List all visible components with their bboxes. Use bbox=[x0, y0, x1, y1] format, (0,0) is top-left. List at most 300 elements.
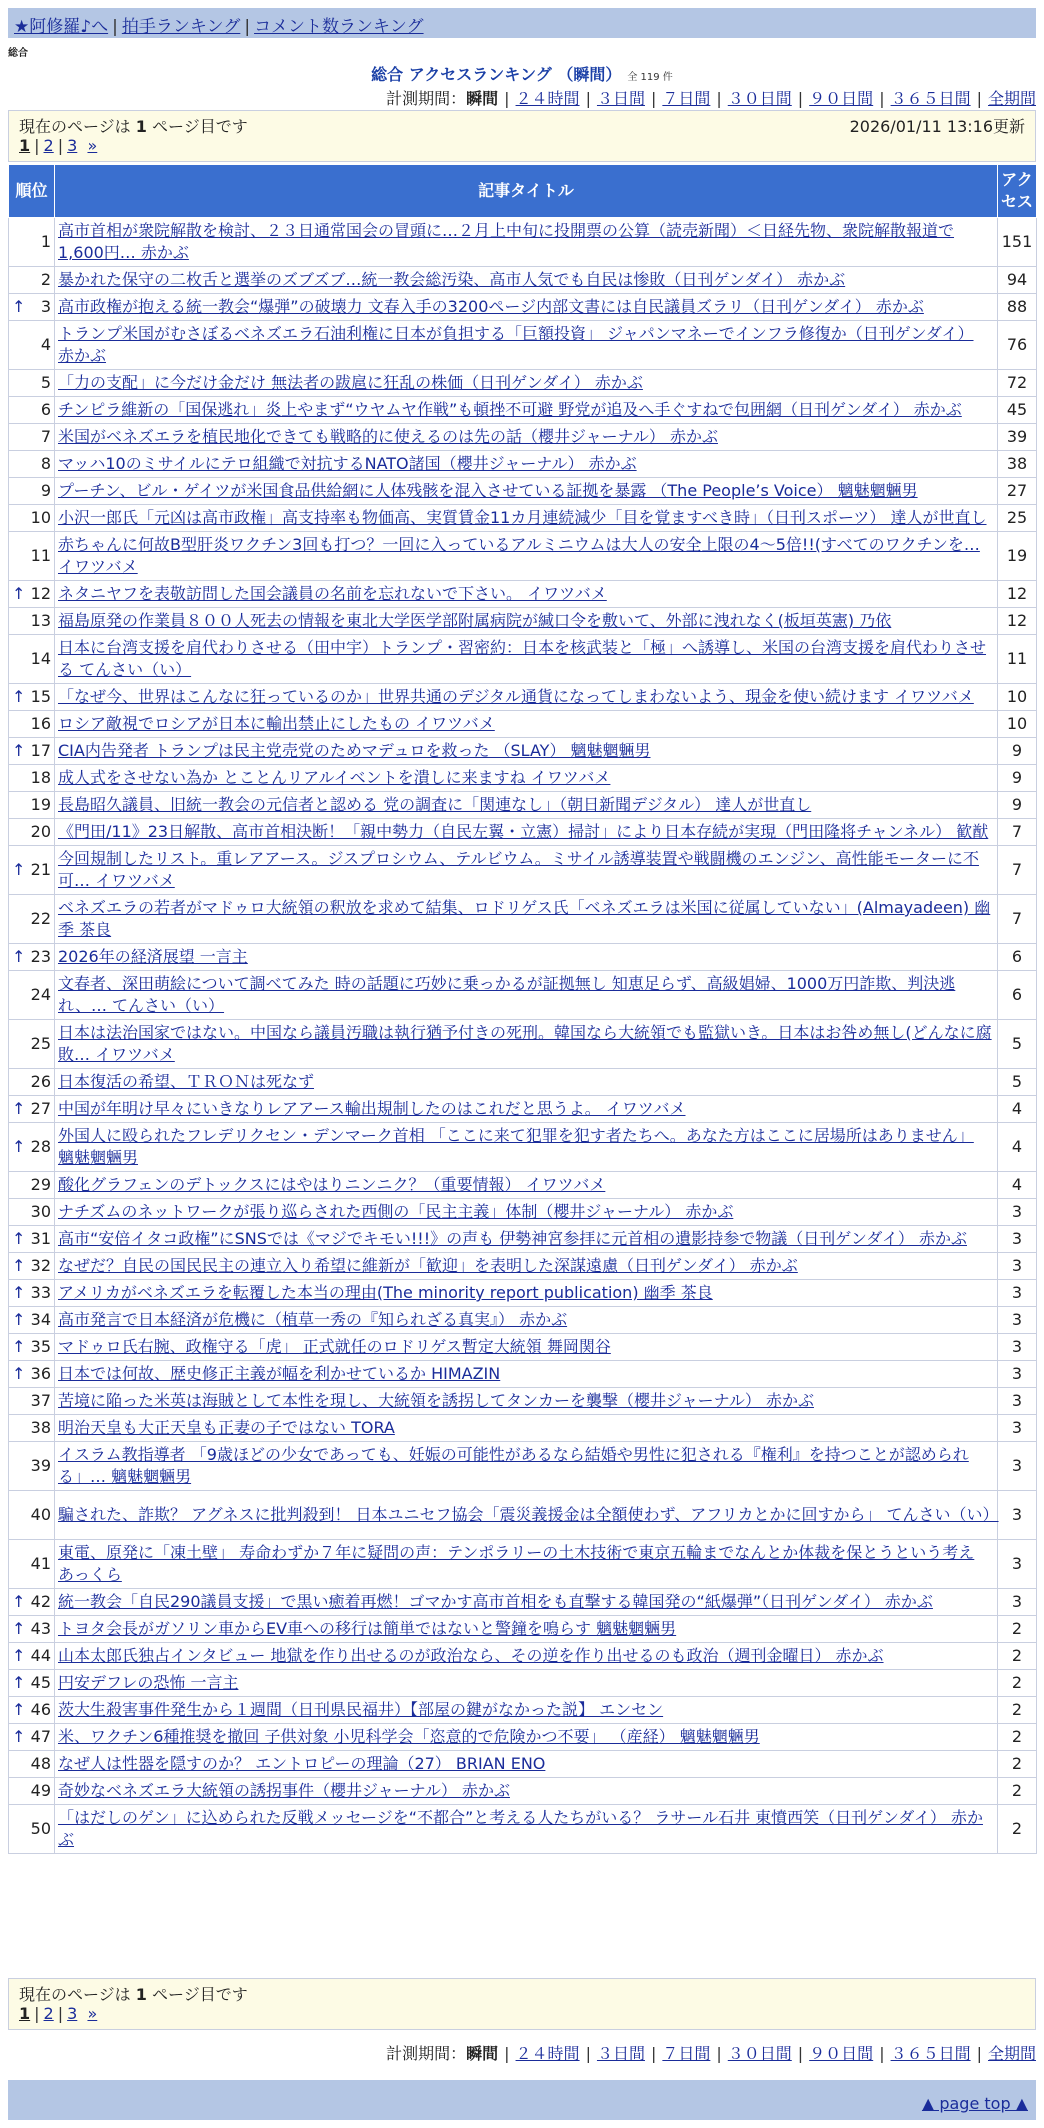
title-cell bbox=[55, 684, 998, 711]
period-selector-bottom bbox=[386, 2041, 1036, 2064]
article-link[interactable]: なぜだ？自民の国民民主の連立入り希望に維新が「歓迎」を表明した深謀遠慮（日刊ゲンダイ） 赤かぶ bbox=[58, 1256, 798, 1275]
access-count: 3 bbox=[998, 1226, 1037, 1253]
article-link[interactable]: マッハ10のミサイルにテロ組織で対抗するNATO諸国（櫻井ジャーナル） 赤かぶ bbox=[58, 454, 637, 473]
period-selector-top bbox=[386, 86, 1036, 109]
table-row bbox=[9, 608, 1037, 635]
title-cell bbox=[55, 532, 998, 581]
rank-number: 20 bbox=[30, 822, 51, 841]
table-row bbox=[9, 1616, 1037, 1643]
period-link[interactable]: ２４時間 bbox=[515, 89, 580, 108]
table-row bbox=[9, 1778, 1037, 1805]
period-separator: | bbox=[879, 89, 885, 108]
rank-number: 5 bbox=[40, 373, 51, 392]
rank-up-arrow-icon: ↑ bbox=[12, 1283, 26, 1302]
rank-cell bbox=[9, 532, 55, 581]
title-cell bbox=[55, 1670, 998, 1697]
rank-up-arrow-icon: ↑ bbox=[12, 1646, 26, 1665]
access-count: 45 bbox=[998, 397, 1037, 424]
rank-number: 42 bbox=[30, 1592, 51, 1611]
rank-cell bbox=[9, 846, 55, 895]
rank-number: 12 bbox=[30, 584, 51, 603]
rank-number: 8 bbox=[40, 454, 51, 473]
period-separator: | bbox=[716, 2044, 722, 2063]
title-cell bbox=[55, 218, 998, 267]
article-link[interactable]: 日本に台湾支援を肩代わりさせる（田中宇）トランプ・習密約：日本を核武装と「極」へ誘導し、米国の台湾支援を肩代わりさせる てんさい（い） bbox=[58, 638, 987, 679]
period-separator: | bbox=[716, 89, 722, 108]
rank-cell bbox=[9, 505, 55, 532]
rank-up-arrow-icon: ↑ bbox=[12, 741, 26, 760]
title-cell bbox=[55, 424, 998, 451]
header-access: アクセス bbox=[998, 165, 1037, 218]
period-link[interactable]: ７日間 bbox=[662, 2044, 711, 2063]
page-title: 総合 アクセスランキング （瞬間） bbox=[371, 65, 622, 84]
rank-up-arrow-icon: ↑ bbox=[12, 1727, 26, 1746]
access-count: 9 bbox=[998, 792, 1037, 819]
article-link[interactable]: 高市首相が衆院解散を検討、２３日通常国会の冒頭に…２月上中旬に投開票の公算（読売新聞）＜日経先物、衆院解散報道で1,600円… 赤かぶ bbox=[58, 221, 955, 262]
article-link[interactable]: 明治天皇も大正天皇も正妻の子ではない TORA bbox=[58, 1418, 395, 1437]
rank-number: 44 bbox=[30, 1646, 51, 1665]
rank-number: 22 bbox=[30, 909, 51, 928]
table-row bbox=[9, 684, 1037, 711]
access-count: 6 bbox=[998, 971, 1037, 1020]
rank-cell bbox=[9, 1307, 55, 1334]
period-separator: | bbox=[585, 2044, 591, 2063]
access-count: 11 bbox=[998, 635, 1037, 684]
period-link[interactable]: ７日間 bbox=[662, 89, 711, 108]
ranking-table bbox=[8, 164, 1037, 1854]
title-cell bbox=[55, 819, 998, 846]
title-cell bbox=[55, 581, 998, 608]
table-row bbox=[9, 451, 1037, 478]
title-cell bbox=[55, 1589, 998, 1616]
rank-cell bbox=[9, 321, 55, 370]
title-cell bbox=[55, 1123, 998, 1172]
rank-number: 30 bbox=[30, 1202, 51, 1221]
rank-cell bbox=[9, 711, 55, 738]
article-link[interactable]: ナチズムのネットワークが張り巡らされた西側の「民主主義」体制（櫻井ジャーナル） 赤かぶ bbox=[58, 1202, 734, 1221]
table-row bbox=[9, 765, 1037, 792]
period-link[interactable]: ２４時間 bbox=[515, 2044, 580, 2063]
table-row bbox=[9, 321, 1037, 370]
rank-up-arrow-icon: ↑ bbox=[12, 860, 26, 879]
table-row bbox=[9, 397, 1037, 424]
rank-up-arrow-icon: ↑ bbox=[12, 297, 26, 316]
article-link[interactable]: 米国がベネズエラを植民地化できても戦略的に使えるのは先の話（櫻井ジャーナル） 赤かぶ bbox=[58, 427, 718, 446]
rank-number: 3 bbox=[40, 297, 51, 316]
comment-ranking-link[interactable]: コメント数ランキング bbox=[254, 17, 424, 37]
title-cell bbox=[55, 321, 998, 370]
pagination-top bbox=[19, 136, 1025, 155]
table-row bbox=[9, 370, 1037, 397]
article-link[interactable]: 福島原発の作業員８００人死去の情報を東北大学医学部附属病院が緘口令を敷いて、外部に洩れなく(板垣英憲) 乃依 bbox=[58, 611, 892, 630]
title-cell bbox=[55, 1778, 998, 1805]
access-count: 3 bbox=[998, 1334, 1037, 1361]
period-separator: | bbox=[504, 89, 510, 108]
title-cell bbox=[55, 1280, 998, 1307]
period-link[interactable]: ３日間 bbox=[596, 89, 645, 108]
article-link[interactable]: ロシア敵視でロシアが日本に輸出禁止にしたもの イワツバメ bbox=[58, 714, 495, 733]
table-row bbox=[9, 1491, 1037, 1540]
access-count: 3 bbox=[998, 1589, 1037, 1616]
article-link[interactable]: 酸化グラフェンのデトックスにはやはりニンニク？（重要情報） イワツバメ bbox=[58, 1175, 606, 1194]
article-link[interactable]: プーチン、ビル・ゲイツが米国食品供給網に人体残骸を混入させている証拠を暴露 （The People’s Voice） 魑魅魍魎男 bbox=[58, 481, 918, 500]
title-cell bbox=[55, 1096, 998, 1123]
table-row bbox=[9, 1069, 1037, 1096]
article-link[interactable]: ネタニヤフを表敬訪問した国会議員の名前を忘れないで下さい。 イワツバメ bbox=[58, 584, 607, 603]
rank-number: 36 bbox=[30, 1364, 51, 1383]
total-count: 全 119 件 bbox=[627, 72, 673, 83]
pager-current-page: 1 bbox=[19, 2004, 31, 2023]
pager-next-link[interactable]: » bbox=[87, 2004, 98, 2023]
article-link[interactable]: 茨大生殺害事件発生から１週間（日刊県民福井）【部屋の鍵がなかった説】 エンセン bbox=[58, 1700, 664, 1719]
period-label: 計測期間： bbox=[386, 89, 467, 108]
period-link[interactable]: ３０日間 bbox=[727, 2044, 792, 2063]
access-count: 3 bbox=[998, 1415, 1037, 1442]
access-count: 19 bbox=[998, 532, 1037, 581]
title-cell bbox=[55, 1307, 998, 1334]
rank-number: 26 bbox=[30, 1072, 51, 1091]
table-row bbox=[9, 1123, 1037, 1172]
period-link[interactable]: ９０日間 bbox=[809, 2044, 874, 2063]
table-row bbox=[9, 532, 1037, 581]
article-link[interactable]: チンピラ維新の「国保逃れ」炎上やまず“ウヤムヤ作戦”も頓挫不可避 野党が追及へ手ぐすねで包囲網（日刊ゲンダイ） 赤かぶ bbox=[58, 400, 962, 419]
access-count: 2 bbox=[998, 1616, 1037, 1643]
rank-up-arrow-icon: ↑ bbox=[12, 1229, 26, 1248]
rank-number: 4 bbox=[40, 335, 51, 354]
pager-separator: | bbox=[57, 2004, 64, 2023]
rank-up-arrow-icon: ↑ bbox=[12, 1256, 26, 1275]
period-separator: | bbox=[797, 89, 804, 108]
access-count: 25 bbox=[998, 505, 1037, 532]
rank-number: 19 bbox=[30, 795, 51, 814]
rank-cell bbox=[9, 267, 55, 294]
access-count: 2 bbox=[998, 1805, 1037, 1854]
rank-up-arrow-icon: ↑ bbox=[12, 687, 26, 706]
rank-number: 28 bbox=[30, 1137, 51, 1156]
article-link[interactable]: 日本では何故、歴史修正主義が幅を利かせているか HIMAZIN bbox=[58, 1364, 501, 1383]
table-row bbox=[9, 635, 1037, 684]
rank-number: 9 bbox=[40, 481, 51, 500]
home-link[interactable]: ★阿修羅♪へ bbox=[14, 17, 109, 37]
table-row bbox=[9, 1334, 1037, 1361]
article-link[interactable]: 長島昭久議員、旧統一教会の元信者と認める 党の調査に「関連なし」（朝日新聞デジタル） 達人が世直し bbox=[58, 795, 812, 814]
article-link[interactable]: トランプ米国がむさぼるベネズエラ石油利権に日本が負担する「巨額投資」 ジャパンマネーでインフラ修復か（日刊ゲンダイ） 赤かぶ bbox=[58, 324, 974, 365]
table-row bbox=[9, 711, 1037, 738]
table-row bbox=[9, 478, 1037, 505]
title-cell bbox=[55, 478, 998, 505]
rank-up-arrow-icon: ↑ bbox=[12, 1099, 26, 1118]
rank-number: 49 bbox=[30, 1781, 51, 1800]
header-rank: 順位 bbox=[9, 165, 55, 218]
rank-number: 17 bbox=[30, 741, 51, 760]
access-count: 3 bbox=[998, 1361, 1037, 1388]
period-label: 計測期間： bbox=[386, 2044, 467, 2063]
rank-cell bbox=[9, 1697, 55, 1724]
period-separator: | bbox=[976, 2044, 982, 2063]
title-cell bbox=[55, 792, 998, 819]
access-count: 94 bbox=[998, 267, 1037, 294]
title-cell bbox=[55, 738, 998, 765]
applause-ranking-link[interactable]: 拍手ランキング bbox=[121, 17, 241, 37]
rank-number: 18 bbox=[30, 768, 51, 787]
article-link[interactable]: 「はだしのゲン」に込められた反戦メッセージを“不都合”と考える人たちがいる？ ラサール石井 東憤西笑（日刊ゲンダイ） 赤かぶ bbox=[58, 1808, 983, 1849]
table-row bbox=[9, 895, 1037, 944]
rank-number: 38 bbox=[30, 1418, 51, 1437]
rank-cell bbox=[9, 478, 55, 505]
title-cell bbox=[55, 1253, 998, 1280]
access-count: 27 bbox=[998, 478, 1037, 505]
access-count: 9 bbox=[998, 765, 1037, 792]
title-cell bbox=[55, 451, 998, 478]
rank-number: 43 bbox=[30, 1619, 51, 1638]
article-link[interactable]: 今回規制したリスト。重レアアース。ジスプロシウム、テルビウム。ミサイル誘導装置や戦闘機のエンジン、高性能モーターに不可… イワツバメ bbox=[58, 849, 979, 890]
rank-number: 50 bbox=[30, 1819, 51, 1838]
table-row bbox=[9, 1253, 1037, 1280]
period-current: 瞬間 bbox=[466, 2044, 499, 2063]
pager-page-link[interactable]: 2 bbox=[43, 136, 54, 155]
period-link[interactable]: 全期間 bbox=[987, 89, 1036, 108]
access-count: 2 bbox=[998, 1778, 1037, 1805]
table-row bbox=[9, 1540, 1037, 1589]
access-count: 3 bbox=[998, 1280, 1037, 1307]
article-link[interactable]: イスラム教指導者 「9歳ほどの少女であっても、妊娠の可能性があるなら結婚や男性に犯される『権利』を持つことが認められる」… 魑魅魍魎男 bbox=[58, 1445, 969, 1486]
article-link[interactable]: 奇妙なベネズエラ大統領の誘拐事件（櫻井ジャーナル） 赤かぶ bbox=[58, 1781, 510, 1800]
article-link[interactable]: 2026年の経済展望 一言主 bbox=[58, 947, 248, 966]
rank-up-arrow-icon: ↑ bbox=[12, 1364, 26, 1383]
table-row bbox=[9, 581, 1037, 608]
rank-number: 37 bbox=[30, 1391, 51, 1410]
period-current: 瞬間 bbox=[466, 89, 499, 108]
table-row bbox=[9, 1361, 1037, 1388]
footer-bar bbox=[8, 2080, 1036, 2120]
period-link[interactable]: ９０日間 bbox=[809, 89, 874, 108]
rank-number: 23 bbox=[30, 947, 51, 966]
period-separator: | bbox=[585, 89, 591, 108]
period-separator: | bbox=[976, 89, 982, 108]
title-cell bbox=[55, 944, 998, 971]
rank-up-arrow-icon: ↑ bbox=[12, 1337, 26, 1356]
rank-number: 27 bbox=[30, 1099, 51, 1118]
article-link[interactable]: トヨタ会長がガソリン車からEV車への移行は簡単ではないと警鐘を鳴らす 魑魅魍魎男 bbox=[58, 1619, 677, 1638]
rank-cell bbox=[9, 581, 55, 608]
pager-current-page: 1 bbox=[19, 136, 31, 155]
rank-number: 11 bbox=[30, 546, 51, 565]
pager-page-link[interactable]: 3 bbox=[67, 136, 78, 155]
title-cell bbox=[55, 1415, 998, 1442]
access-count: 2 bbox=[998, 1670, 1037, 1697]
period-link[interactable]: ３６５日間 bbox=[890, 2044, 971, 2063]
rank-cell bbox=[9, 451, 55, 478]
access-count: 3 bbox=[998, 1199, 1037, 1226]
title-cell bbox=[55, 1361, 998, 1388]
rank-number: 45 bbox=[30, 1673, 51, 1692]
rank-cell bbox=[9, 819, 55, 846]
table-row bbox=[9, 1670, 1037, 1697]
article-link[interactable]: アメリカがベネズエラを転覆した本当の理由(The minority report publication) 幽季 茶良 bbox=[58, 1283, 713, 1302]
title-cell bbox=[55, 1226, 998, 1253]
table-row bbox=[9, 1697, 1037, 1724]
access-count: 2 bbox=[998, 1724, 1037, 1751]
access-count: 3 bbox=[998, 1491, 1037, 1540]
pager-page-link[interactable]: 3 bbox=[67, 2004, 78, 2023]
rank-cell bbox=[9, 1540, 55, 1589]
article-link[interactable]: 中国が年明け早々にいきなりレアアース輸出規制したのはこれだと思うよ。 イワツバメ bbox=[58, 1099, 686, 1118]
table-row bbox=[9, 1307, 1037, 1334]
table-row bbox=[9, 819, 1037, 846]
page-top-link[interactable]: ▲ page top ▲ bbox=[921, 2094, 1028, 2113]
rank-number: 41 bbox=[30, 1554, 51, 1573]
access-count: 7 bbox=[998, 895, 1037, 944]
article-link[interactable]: 円安デフレの恐怖 一言主 bbox=[58, 1673, 239, 1692]
table-row bbox=[9, 1388, 1037, 1415]
table-row bbox=[9, 1020, 1037, 1069]
article-link[interactable]: 東電、原発に「凍土壁」 寿命わずか７年に疑問の声：テンポラリーの土木技術で東京五輪までなんとか体裁を保とうという考え あっくら bbox=[58, 1543, 975, 1584]
pager-next-link[interactable]: » bbox=[87, 136, 98, 155]
article-link[interactable]: 《門田/11》23日解散、高市首相決断！「親中勢力（自民左翼・立憲）掃討」により日本存続が実現（門田隆将チャンネル） 歓猷 bbox=[58, 822, 989, 841]
access-count: 3 bbox=[998, 1442, 1037, 1491]
article-link[interactable]: 小沢一郎氏「元凶は高市政権」高支持率も物価高、実質賃金11カ月連続減少「目を覚ますべき時」（日刊スポーツ） 達人が世直し bbox=[58, 508, 987, 527]
article-link[interactable]: 日本復活の希望、ＴＲＯＮは死なず bbox=[58, 1072, 315, 1091]
article-link[interactable]: 米、ワクチン6種推奨を撤回 子供対象 小児科学会「恣意的で危険かつ不要」 （産経） 魑魅魍魎男 bbox=[58, 1727, 760, 1746]
rank-number: 16 bbox=[30, 714, 51, 733]
rank-cell bbox=[9, 765, 55, 792]
article-link[interactable]: 高市政権が抱える統一教会“爆弾”の破壊力 文春入手の3200ページ内部文書には自民議員ズラリ（日刊ゲンダイ） 赤かぶ bbox=[58, 297, 924, 316]
title-cell bbox=[55, 971, 998, 1020]
table-row bbox=[9, 1199, 1037, 1226]
rank-number: 2 bbox=[40, 270, 51, 289]
article-link[interactable]: 日本は法治国家ではない。中国なら議員汚職は執行猶予付きの死刑。韓国なら大統領でも監獄いき。日本はお咎め無し(どんなに腐敗… イワツバメ bbox=[58, 1023, 992, 1064]
rank-cell bbox=[9, 1020, 55, 1069]
article-link[interactable]: 苦境に陥った米英は海賊として本性を現し、大統領を誘拐してタンカーを襲撃（櫻井ジャーナル） 赤かぶ bbox=[58, 1391, 814, 1410]
rank-number: 6 bbox=[40, 400, 51, 419]
article-link[interactable]: 統一教会「自民290議員支援」で黒い癒着再燃！ゴマかす高市首相をも直撃する韓国発の“紙爆弾”（日刊ゲンダイ） 赤かぶ bbox=[58, 1592, 933, 1611]
pager-separator: | bbox=[34, 2004, 40, 2023]
article-link[interactable]: 成人式をさせない為か とことんリアルイベントを潰しに来ますね イワツバメ bbox=[58, 768, 611, 787]
title-cell bbox=[55, 370, 998, 397]
title-cell bbox=[55, 397, 998, 424]
rank-cell bbox=[9, 1670, 55, 1697]
article-link[interactable]: 高市“安倍イタコ政権”にSNSでは《マジでキモい!!!》の声も 伊勢神宮参拝に元首相の遺影持参で物議（日刊ゲンダイ） 赤かぶ bbox=[58, 1229, 967, 1248]
rank-cell bbox=[9, 944, 55, 971]
access-count: 5 bbox=[998, 1069, 1037, 1096]
title-cell bbox=[55, 895, 998, 944]
period-separator: | bbox=[650, 89, 657, 108]
article-link[interactable]: 文春者、深田萌絵について調べてみた 時の話題に巧妙に乗っかるが証拠無し 知恵足らず、高級娼婦、1000万円詐欺、判決逃れ、… てんさい（い） bbox=[58, 974, 956, 1015]
rank-number: 34 bbox=[30, 1310, 51, 1329]
rank-cell bbox=[9, 1616, 55, 1643]
article-link[interactable]: 赤ちゃんに何故B型肝炎ワクチン3回も打つ？一回に入っているアルミニウムは大人の安全上限の4〜5倍!!(すべてのワクチンを… イワツバメ bbox=[58, 535, 980, 576]
rank-cell bbox=[9, 294, 55, 321]
access-count: 76 bbox=[998, 321, 1037, 370]
table-row bbox=[9, 1096, 1037, 1123]
title-cell bbox=[55, 1540, 998, 1589]
article-link[interactable]: 高市発言で日本経済が危機に（植草一秀の『知られざる真実』） 赤かぶ bbox=[58, 1310, 568, 1329]
period-link[interactable]: 全期間 bbox=[987, 2044, 1036, 2063]
table-row bbox=[9, 971, 1037, 1020]
access-count: 38 bbox=[998, 451, 1037, 478]
rank-up-arrow-icon: ↑ bbox=[12, 1592, 26, 1611]
rank-cell bbox=[9, 1069, 55, 1096]
rank-cell bbox=[9, 738, 55, 765]
article-link[interactable]: 「なぜ今、世界はこんなに狂っているのか」世界共通のデジタル通貨になってしまわないよう、現金を使い続けます イワツバメ bbox=[58, 687, 974, 706]
rank-up-arrow-icon: ↑ bbox=[12, 1137, 26, 1156]
title-cell bbox=[55, 1172, 998, 1199]
pager-page-link[interactable]: 2 bbox=[43, 2004, 54, 2023]
updated-timestamp: 2026/01/11 13:16更新 bbox=[849, 117, 1025, 136]
access-count: 2 bbox=[998, 1751, 1037, 1778]
access-count: 6 bbox=[998, 944, 1037, 971]
period-link[interactable]: ３６５日間 bbox=[890, 89, 971, 108]
article-link[interactable]: ベネズエラの若者がマドゥロ大統領の釈放を求めて結集、ロドリゲス氏「ベネズエラは米国に従属していない」(Almayadeen) 幽季 茶良 bbox=[58, 898, 991, 939]
rank-number: 14 bbox=[30, 649, 51, 668]
article-link[interactable]: 「力の支配」に今だけ金だけ 無法者の跋扈に狂乱の株価（日刊ゲンダイ） 赤かぶ bbox=[58, 373, 643, 392]
article-link[interactable]: 騙された、詐欺？ アグネスに批判殺到！ 日本ユニセフ協会「震災義援金は全額使わず、アフリカとかに回すから」 てんさい（い） bbox=[58, 1505, 999, 1524]
access-count: 2 bbox=[998, 1643, 1037, 1670]
rank-cell bbox=[9, 792, 55, 819]
pager-separator: | bbox=[57, 136, 64, 155]
rank-number: 40 bbox=[30, 1505, 51, 1524]
rank-number: 25 bbox=[30, 1034, 51, 1053]
article-link[interactable]: 暴かれた保守の二枚舌と選挙のズブズブ…統一教会総汚染、高市人気でも自民は惨敗（日刊ゲンダイ） 赤かぶ bbox=[58, 270, 846, 289]
table-row bbox=[9, 1172, 1037, 1199]
page-status-text: 現在のページは 1 ページ目です bbox=[19, 1985, 248, 2004]
header-title: 記事タイトル bbox=[55, 165, 998, 218]
access-count: 7 bbox=[998, 819, 1037, 846]
title-cell bbox=[55, 1388, 998, 1415]
rank-cell bbox=[9, 1751, 55, 1778]
access-count: 3 bbox=[998, 1253, 1037, 1280]
rank-up-arrow-icon: ↑ bbox=[12, 1619, 26, 1638]
article-link[interactable]: 山本太郎氏独占インタビュー 地獄を作り出せるのが政治なら、その逆を作り出せるのも政治（週刊金曜日） 赤かぶ bbox=[58, 1646, 884, 1665]
rank-cell bbox=[9, 1442, 55, 1491]
rank-number: 21 bbox=[30, 860, 51, 879]
title-cell bbox=[55, 294, 998, 321]
period-link[interactable]: ３日間 bbox=[596, 2044, 645, 2063]
rank-cell bbox=[9, 1778, 55, 1805]
period-separator: | bbox=[650, 2044, 657, 2063]
article-link[interactable]: CIA内告発者 トランプは民主党売党のためマデュロを救った （SLAY） 魑魅魍魎男 bbox=[58, 741, 651, 760]
period-link[interactable]: ３０日間 bbox=[727, 89, 792, 108]
top-nav-bar bbox=[8, 8, 1036, 38]
article-link[interactable]: なぜ人は性器を隠すのか？ エントロピーの理論（27） BRIAN ENO bbox=[58, 1754, 546, 1773]
access-count: 4 bbox=[998, 1123, 1037, 1172]
access-count: 3 bbox=[998, 1307, 1037, 1334]
table-row bbox=[9, 846, 1037, 895]
rank-cell bbox=[9, 1589, 55, 1616]
title-cell bbox=[55, 1491, 998, 1540]
rank-cell bbox=[9, 1805, 55, 1854]
rank-number: 10 bbox=[30, 508, 51, 527]
rank-number: 29 bbox=[30, 1175, 51, 1194]
rank-cell bbox=[9, 1123, 55, 1172]
page-status-panel-top bbox=[8, 110, 1036, 162]
rank-cell bbox=[9, 424, 55, 451]
page-status-panel-bottom bbox=[8, 1978, 1036, 2030]
title-cell bbox=[55, 1724, 998, 1751]
rank-cell bbox=[9, 1199, 55, 1226]
rank-number: 24 bbox=[30, 985, 51, 1004]
title-cell bbox=[55, 1334, 998, 1361]
access-count: 12 bbox=[998, 608, 1037, 635]
table-row bbox=[9, 1226, 1037, 1253]
title-cell bbox=[55, 505, 998, 532]
table-row bbox=[9, 1805, 1037, 1854]
article-link[interactable]: マドゥロ氏右腕、政権守る「虎」 正式就任のロドリゲス暫定大統領 舞岡関谷 bbox=[58, 1337, 611, 1356]
article-link[interactable]: 外国人に殴られたフレデリクセン・デンマーク首相 「ここに来て犯罪を犯す者たちへ。あなた方はここに居場所はありません」 魑魅魍魎男 bbox=[58, 1126, 974, 1167]
rank-number: 15 bbox=[30, 687, 51, 706]
table-row bbox=[9, 792, 1037, 819]
rank-number: 39 bbox=[30, 1456, 51, 1475]
